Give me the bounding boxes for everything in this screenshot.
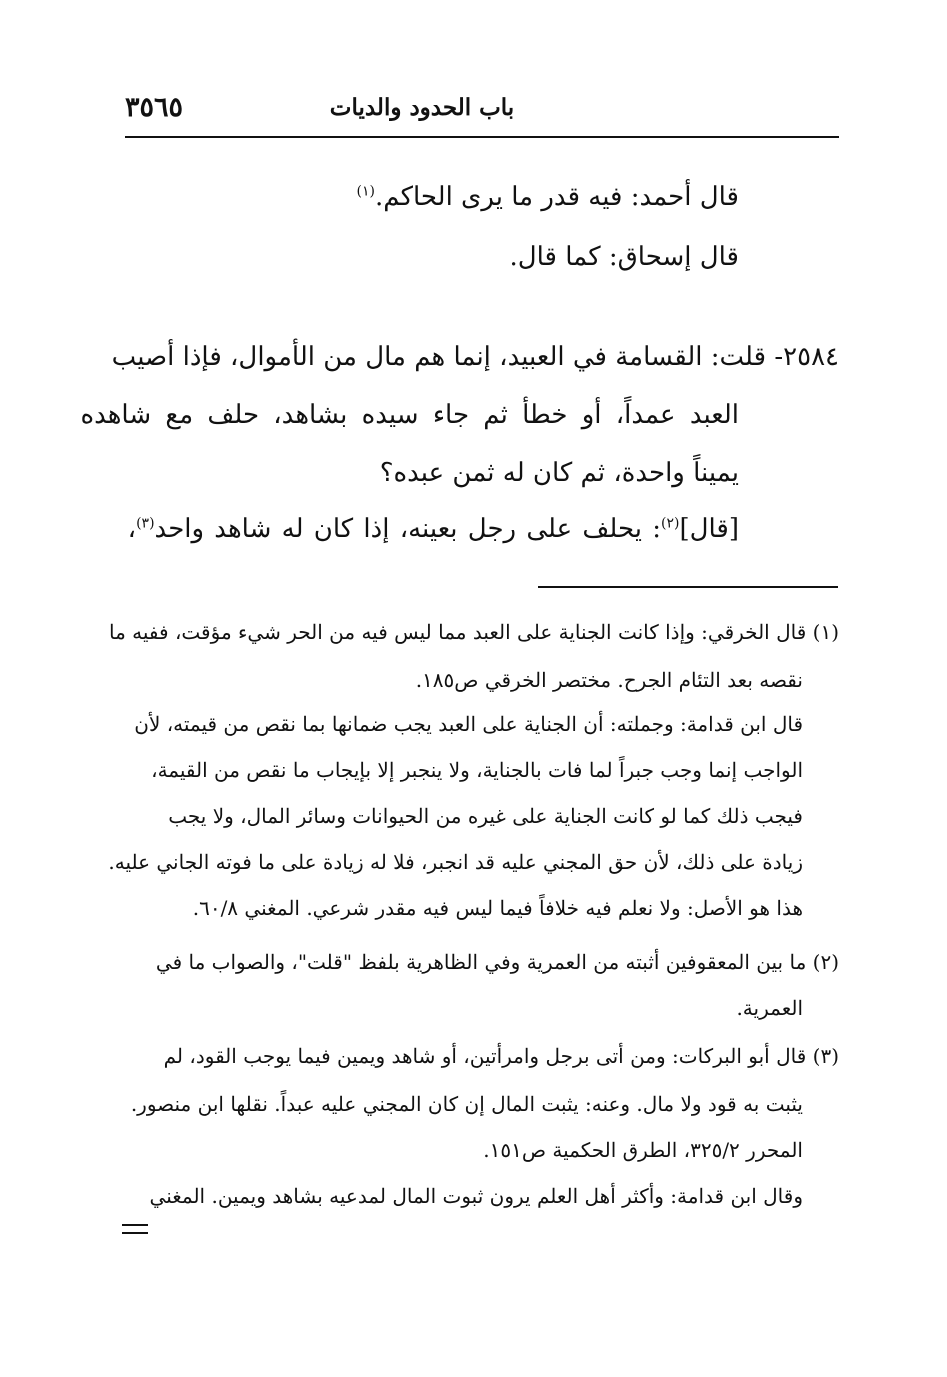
question-2584-line-1: ٢٥٨٤- قلت: القسامة في العبيد، إنما هم مال من الأموال، فإذا أصيب (111, 342, 839, 372)
footnote-1-line-1: (١) قال الخرقي: وإذا كانت الجناية على العبد مما ليس فيه من الحر شيء مؤقت، ففيه ما (109, 620, 839, 644)
footnote-1-line-5: فيجب ذلك كما لو كانت الجناية على غيره من الحيوانات وسائر المال، ولا يجب (168, 804, 803, 828)
continuation-mark (122, 1224, 148, 1234)
footnote-1-line-7: هذا هو الأصل: ولا نعلم فيه خلافاً فيما ليس فيه مقدر شرعي. المغني ٦٠/٨. (192, 896, 803, 920)
footnote-3-line-2: يثبت به قود ولا مال. وعنه: يثبت المال إن كان المجني عليه عبداً. نقلها ابن منصور. (130, 1092, 803, 1116)
footnote-1-line-4: الواجب إنما وجب جبراً لما فات بالجناية، ولا ينجبر إلا بإيجاب ما نقص من القيمة، (151, 758, 803, 782)
footnote-1-line-3: قال ابن قدامة: وجملته: أن الجناية على العبد يجب ضمانها بما نقص من قيمته، لأن (134, 712, 803, 736)
footnote-ref-2[interactable]: (٢) (661, 515, 680, 532)
answer-line: [قال]$^{(٢)}$: يحلف على رجل بعينه، إذا كان له شاهد واحد$^{(٣)}$، (127, 514, 739, 544)
question-2584-line-3: يميناً واحدة، ثم كان له ثمن عبده؟ (379, 458, 739, 488)
footnote-ref-3[interactable]: (٣) (136, 515, 155, 532)
footnote-1-line-2: نقصه بعد التئام الجرح. مختصر الخرقي ص١٨٥. (415, 668, 803, 692)
question-2584-line-2: العبد عمداً، أو خطأ ثم جاء سيده بشاهد، حلف مع شاهده (80, 400, 739, 430)
footnote-ref-1[interactable]: (١) (356, 183, 375, 200)
footnote-3-line-1: (٣) قال أبو البركات: ومن أتى برجل وامرأتين، أو شاهد ويمين فيما يوجب القود، لم (163, 1044, 839, 1068)
page-number: ٣٥٦٥ (125, 92, 184, 123)
footnote-2-line-2: العمرية. (736, 996, 803, 1020)
footnote-3-line-3: المحرر ٣٢٥/٢، الطرق الحكمية ص١٥١. (483, 1138, 803, 1162)
footnote-1-line-6: زيادة على ذلك، لأن حق المجني عليه قد انجبر، فلا له زيادة على ما فوته الجاني عليه. (108, 850, 803, 874)
text-line-1: قال أحمد: فيه قدر ما يرى الحاكم.$^{(١)}$ (356, 182, 739, 212)
page-header (125, 88, 839, 138)
footnote-2-line-1: (٢) ما بين المعقوفين أثبته من العمرية وفي الظاهرية بلفظ "قلت"، والصواب ما في (155, 950, 839, 974)
footnote-3-line-4: وقال ابن قدامة: وأكثر أهل العلم يرون ثبوت المال لمدعيه بشاهد ويمين. المغني (149, 1184, 803, 1208)
footnote-separator (538, 586, 838, 588)
chapter-title: باب الحدود والديات (329, 94, 515, 121)
text-line-2: قال إسحاق: كما قال. (509, 242, 739, 272)
